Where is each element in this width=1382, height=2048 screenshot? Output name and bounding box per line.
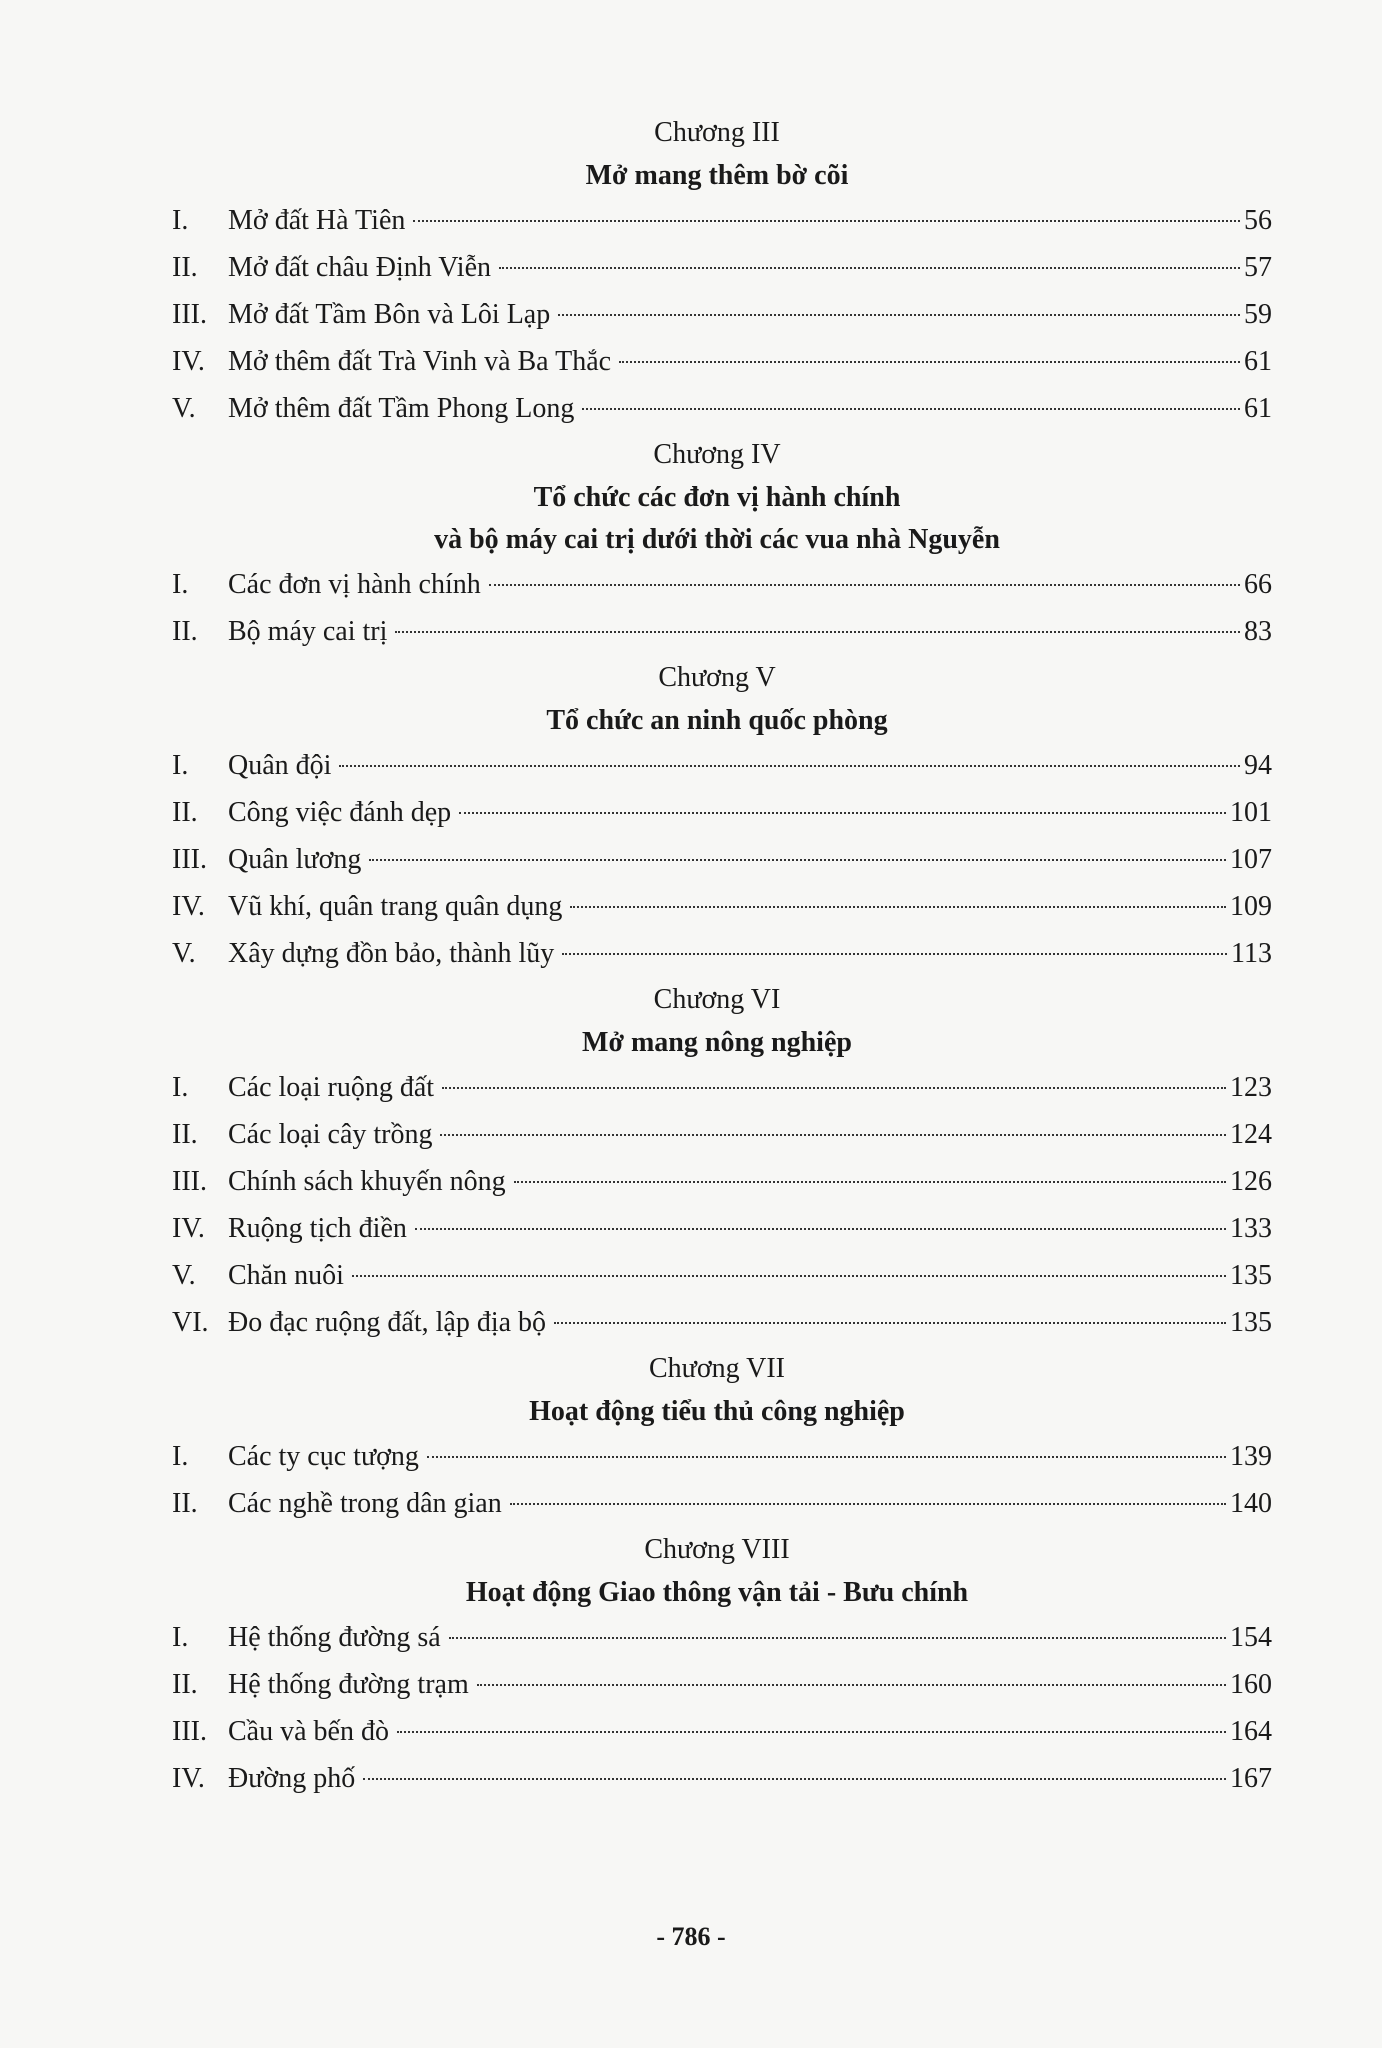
dot-leader (514, 1181, 1226, 1183)
entry-title: Xây dựng đồn bảo, thành lũy (228, 938, 555, 969)
dot-leader (499, 267, 1240, 269)
entry-title: Hệ thống đường sá (228, 1622, 441, 1653)
entry-page-number: 56 (1244, 205, 1272, 236)
toc-entry (172, 1661, 1272, 1708)
entry-page-number: 167 (1230, 1763, 1272, 1794)
entry-number: III. (172, 1166, 207, 1197)
entry-page-number: 113 (1231, 938, 1272, 969)
entry-page-number: 160 (1230, 1669, 1272, 1700)
entry-title: Đo đạc ruộng đất, lập địa bộ (228, 1307, 547, 1338)
dot-leader (413, 220, 1240, 222)
chapter-section (172, 432, 1272, 655)
entry-number: III. (172, 1716, 207, 1747)
chapter-section (172, 1346, 1272, 1527)
chapter-section (172, 655, 1272, 977)
entry-number: I. (172, 1622, 189, 1653)
entry-number: IV. (172, 1213, 205, 1244)
entry-title: Mở thêm đất Trà Vinh và Ba Thắc (228, 346, 612, 377)
dot-leader (395, 631, 1240, 633)
toc-entry (172, 1480, 1272, 1527)
chapter-label: Chương VI (653, 984, 781, 1015)
toc-entry-list (172, 561, 1272, 655)
dot-leader (459, 812, 1226, 814)
entry-title: Các loại ruộng đất (228, 1072, 435, 1103)
entry-page-number: 57 (1244, 252, 1272, 283)
entry-number: IV. (172, 346, 205, 377)
dot-leader (554, 1322, 1226, 1324)
toc-entry-list (172, 1614, 1272, 1802)
entry-page-number: 133 (1230, 1213, 1272, 1244)
entry-number: VI. (172, 1307, 209, 1338)
toc-entry-list (172, 197, 1272, 432)
entry-title: Quân lương (228, 844, 362, 875)
chapter-label: Chương VIII (644, 1534, 790, 1565)
toc-entry (172, 385, 1272, 432)
toc-entry-list (172, 1064, 1272, 1346)
chapter-title: Tổ chức các đơn vị hành chính (533, 482, 901, 513)
chapter-title: và bộ máy cai trị dưới thời các vua nhà Nguyễn (434, 524, 1000, 555)
toc-entry (172, 1708, 1272, 1755)
toc-entry (172, 197, 1272, 244)
dot-leader (477, 1684, 1226, 1686)
entry-number: II. (172, 797, 198, 828)
entry-page-number: 154 (1230, 1622, 1272, 1653)
dot-leader (397, 1731, 1226, 1733)
entry-title: Mở đất Tầm Bôn và Lôi Lạp (228, 299, 551, 330)
toc-entry (172, 338, 1272, 385)
dot-leader (427, 1456, 1226, 1458)
entry-page-number: 59 (1244, 299, 1272, 330)
dot-leader (570, 906, 1226, 908)
entry-number: II. (172, 1669, 198, 1700)
entry-number: III. (172, 844, 207, 875)
entry-title: Vũ khí, quân trang quân dụng (228, 891, 563, 922)
entry-title: Công việc đánh dẹp (228, 797, 452, 828)
entry-page-number: 164 (1230, 1716, 1272, 1747)
entry-number: I. (172, 750, 189, 781)
entry-page-number: 101 (1230, 797, 1272, 828)
dot-leader (352, 1275, 1226, 1277)
dot-leader (363, 1778, 1226, 1780)
dot-leader (510, 1503, 1226, 1505)
chapter-title: Hoạt động tiểu thủ công nghiệp (529, 1396, 905, 1427)
dot-leader (415, 1228, 1226, 1230)
toc-entry (172, 291, 1272, 338)
dot-leader (440, 1134, 1226, 1136)
toc-entry (172, 244, 1272, 291)
page-number: - 786 - (656, 1922, 726, 1951)
toc-entry (172, 1755, 1272, 1802)
entry-page-number: 94 (1244, 750, 1272, 781)
entry-title: Hệ thống đường trạm (228, 1669, 469, 1700)
dot-leader (339, 765, 1240, 767)
entry-title: Chăn nuôi (228, 1260, 344, 1291)
chapter-label: Chương IV (653, 439, 781, 470)
chapter-title: Hoạt động Giao thông vận tải - Bưu chính (465, 1577, 969, 1608)
entry-title: Ruộng tịch điền (228, 1213, 407, 1244)
entry-number: IV. (172, 891, 205, 922)
toc-entry (172, 561, 1272, 608)
entry-number: II. (172, 1119, 198, 1150)
entry-title: Quân đội (228, 750, 332, 781)
entry-number: I. (172, 1441, 189, 1472)
table-of-contents (172, 110, 1272, 1802)
entry-title: Các ty cục tượng (228, 1441, 419, 1472)
entry-page-number: 123 (1230, 1072, 1272, 1103)
entry-page-number: 83 (1244, 616, 1272, 647)
dot-leader (369, 859, 1226, 861)
entry-number: I. (172, 569, 189, 600)
toc-entry (172, 1205, 1272, 1252)
entry-number: V. (172, 393, 196, 424)
entry-title: Mở thêm đất Tầm Phong Long (228, 393, 575, 424)
entry-title: Các loại cây trồng (228, 1119, 433, 1150)
toc-entry (172, 1252, 1272, 1299)
toc-entry (172, 836, 1272, 883)
chapter-label: Chương III (654, 117, 780, 148)
entry-page-number: 109 (1230, 891, 1272, 922)
toc-entry-list (172, 742, 1272, 977)
chapter-label: Chương VII (648, 1353, 786, 1384)
entry-number: IV. (172, 1763, 205, 1794)
dot-leader (558, 314, 1240, 316)
entry-title: Mở đất châu Định Viễn (228, 252, 492, 283)
entry-title: Các nghề trong dân gian (228, 1488, 502, 1519)
entry-page-number: 107 (1230, 844, 1272, 875)
toc-entry (172, 1614, 1272, 1661)
chapter-section (172, 110, 1272, 432)
entry-title: Các đơn vị hành chính (228, 569, 481, 600)
toc-entry (172, 883, 1272, 930)
toc-entry (172, 742, 1272, 789)
dot-leader (449, 1637, 1226, 1639)
entry-page-number: 135 (1230, 1260, 1272, 1291)
toc-entry (172, 1111, 1272, 1158)
dot-leader (562, 953, 1227, 955)
entry-page-number: 140 (1230, 1488, 1272, 1519)
entry-page-number: 66 (1244, 569, 1272, 600)
entry-title: Đường phố (228, 1763, 356, 1794)
entry-number: II. (172, 1488, 198, 1519)
dot-leader (442, 1087, 1226, 1089)
entry-title: Cầu và bến đò (228, 1716, 389, 1747)
chapter-label: Chương V (658, 662, 776, 693)
entry-number: III. (172, 299, 207, 330)
toc-entry-list (172, 1433, 1272, 1527)
entry-page-number: 61 (1244, 393, 1272, 424)
dot-leader (582, 408, 1240, 410)
toc-entry (172, 1064, 1272, 1111)
chapter-title: Tổ chức an ninh quốc phòng (546, 705, 888, 736)
entry-number: V. (172, 1260, 196, 1291)
entry-title: Bộ máy cai trị (228, 616, 388, 647)
entry-page-number: 124 (1230, 1119, 1272, 1150)
entry-page-number: 139 (1230, 1441, 1272, 1472)
entry-number: II. (172, 252, 198, 283)
entry-page-number: 126 (1230, 1166, 1272, 1197)
entry-page-number: 135 (1230, 1307, 1272, 1338)
toc-entry (172, 789, 1272, 836)
toc-entry (172, 1299, 1272, 1346)
entry-title: Mở đất Hà Tiên (228, 205, 406, 236)
entry-number: V. (172, 938, 196, 969)
chapter-title: Mở mang thêm bờ cõi (585, 160, 849, 191)
toc-entry (172, 930, 1272, 977)
toc-entry (172, 608, 1272, 655)
dot-leader (619, 361, 1240, 363)
chapter-section (172, 1527, 1272, 1802)
entry-number: II. (172, 616, 198, 647)
dot-leader (489, 584, 1240, 586)
toc-entry (172, 1433, 1272, 1480)
chapter-section (172, 977, 1272, 1346)
toc-entry (172, 1158, 1272, 1205)
entry-page-number: 61 (1244, 346, 1272, 377)
entry-number: I. (172, 1072, 189, 1103)
entry-title: Chính sách khuyến nông (228, 1166, 506, 1197)
entry-number: I. (172, 205, 189, 236)
chapter-title: Mở mang nông nghiệp (582, 1027, 852, 1058)
